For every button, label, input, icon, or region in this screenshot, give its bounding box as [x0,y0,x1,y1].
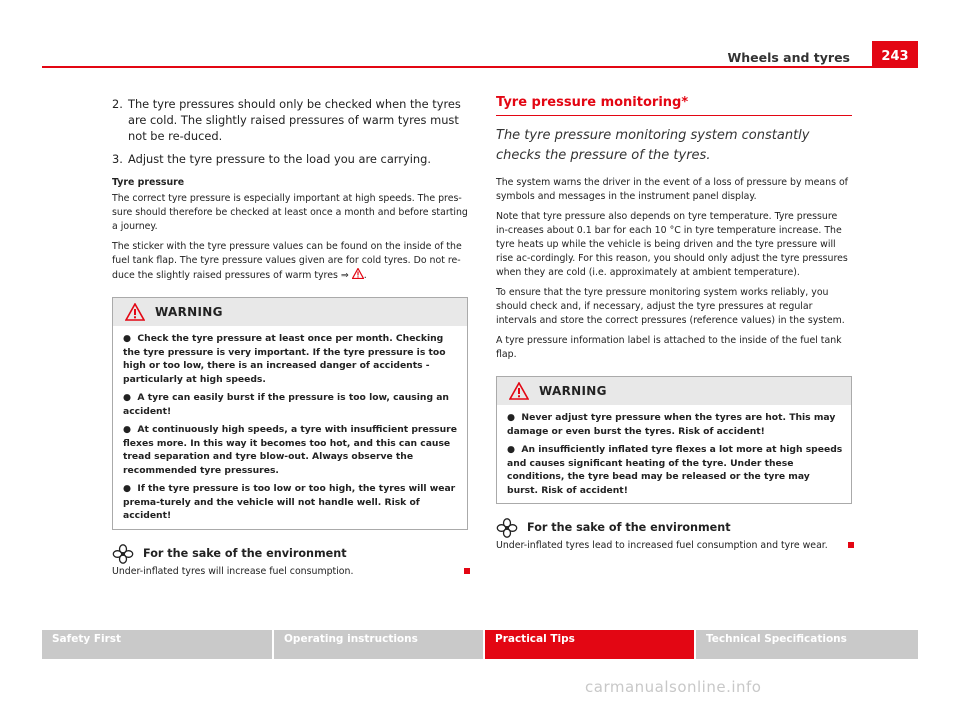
warning-title: WARNING [539,384,607,398]
warning-item: ● Check the tyre pressure at least once per month. Checking the tyre pressure is very important. If the tyre pressure is too high or too low, there is an increased danger of accidents - particularly at high speeds. [123,333,446,385]
subheading-tyre-pressure: Tyre pressure [112,177,185,188]
left-column [112,96,468,579]
step-item [112,96,468,144]
paragraph: Note that tyre pressure also depends on tyre temperature. Tyre pressure in-creases about 0.1 bar for each 10 °C in tyre temperature increase. The tyre heats up while the vehicle is being driven and the tyre pressure will rise ac-cordingly. For this reason, you should only adjust the tyre pressures when they are cold (i.e. approximately at ambient temperature). [496,211,848,278]
warning-item-text: An insufficiently inflated tyre flexes a lot more at high speeds and causes significant heating of the tyre. Under these conditions, the tyre bead may be released or the tyre may burst. Risk of accident! [507,444,843,496]
warning-title: WARNING [155,305,223,319]
warning-item-text: Never adjust tyre pressure when the tyres are hot. This may damage or even burst the tyres. Risk of accident! [507,412,836,437]
warning-item-text: At continuously high speeds, a tyre with insufficient pressure flexes more. In this way it becomes too hot, and this can cause tread separation and tyre blow-out. Always observe the recommended tyre pressures. [123,424,457,476]
warning-item-text: A tyre can easily burst if the pressure is too low, causing an accident! [123,392,449,417]
footer-tab-technical-specifications[interactable]: Technical Specifications [696,630,918,659]
header-rule [42,66,918,68]
paragraph-text: The sticker with the tyre pressure values can be found on the inside of the fuel tank flap. The tyre pressure values given are for cold tyres. Do not re-duce the slightly raised pressures of warm tyres ⇒ [112,241,462,281]
paragraph: The system warns the driver in the event of a loss of pressure by means of symbols and messages in the instrument panel display. [496,177,848,202]
warning-item: ● At continuously high speeds, a tyre with insufficient pressure flexes more. In this way it becomes too hot, and this can cause tread separation and tyre blow-out. Always observe the recommended tyre pressures. [123,424,457,476]
environment-text-content: Under-inflated tyres will increase fuel consumption. [112,565,354,577]
environment-text [112,565,468,579]
environment-title: For the sake of the environment [143,546,347,560]
environment-flower-icon [112,544,134,564]
running-header-title: Wheels and tyres [727,50,850,65]
paragraph: A tyre pressure information label is attached to the inside of the fuel tank flap. [496,335,842,360]
warning-body [113,326,467,529]
warning-body [497,405,851,503]
environment-text [496,539,852,553]
section-end-marker [848,542,854,548]
section-title: Tyre pressure monitoring* [496,96,852,116]
environment-title: For the sake of the environment [527,521,731,534]
warning-item: ● An insufficiently inflated tyre flexes a lot more at high speeds and causes significant heating of the tyre. Under these conditions, the tyre bead may be released or the tyre may burst. Risk of accident! [507,444,843,496]
environment-header [112,544,468,564]
warning-header [113,298,467,326]
right-column [496,96,852,553]
watermark: carmanualsonline.info [585,678,762,696]
warning-item: ● If the tyre pressure is too low or too high, the tyres will wear prema-turely and the vehicle will not handle well. Risk of accident! [123,483,456,521]
environment-flower-icon [496,518,518,538]
footer-nav [42,630,918,659]
warning-item: ● A tyre can easily burst if the pressure is too low, causing an accident! [123,392,449,417]
paragraph: The correct tyre pressure is especially important at high speeds. The pres-sure should therefore be checked at least once a month and before starting a journey. [112,193,468,232]
warning-triangle-icon [509,382,529,400]
warning-item-text: Check the tyre pressure at least once per month. Checking the tyre pressure is very important. If the tyre pressure is too high or too low, there is an increased danger of accidents - particularly at high speeds. [123,333,446,385]
step-number: 3. [112,152,123,166]
paragraph-with-link: The sticker with the tyre pressure values can be found on the inside of the fuel tank flap. The tyre pressure values given are for cold tyres. Do not re-duce the slightly raised pressures of warm tyres ⇒ . [112,241,462,281]
warning-item-text: If the tyre pressure is too low or too high, the tyres will wear prema-turely and the vehicle will not handle well. Risk of accident! [123,483,456,521]
warning-box [496,376,852,504]
step-item [112,151,468,167]
footer-tab-operating-instructions[interactable]: Operating instructions [274,630,483,659]
environment-header [496,518,852,538]
warning-reference-icon[interactable] [352,268,364,279]
footer-tab-safety-first[interactable]: Safety First [42,630,272,659]
lead-text: The tyre pressure monitoring system constantly checks the pressure of the tyres. [496,128,810,163]
section-end-marker [464,568,470,574]
warning-box [112,297,468,530]
warning-header [497,377,851,405]
warning-triangle-icon [125,303,145,321]
warning-item: ● Never adjust tyre pressure when the tyres are hot. This may damage or even burst the tyres. Risk of accident! [507,412,836,437]
paragraph: To ensure that the tyre pressure monitoring system works reliably, you should check and, if necessary, adjust the tyre pressures at regular intervals and store the correct pressures (reference values) in the system. [496,287,845,326]
environment-text-content: Under-inflated tyres lead to increased fuel consumption and tyre wear. [496,540,828,551]
step-text: Adjust the tyre pressure to the load you are carrying. [128,152,431,166]
step-text: The tyre pressures should only be checked when the tyres are cold. The slightly raised pressures of warm tyres must not be re-duced. [128,97,461,143]
footer-tab-practical-tips[interactable]: Practical Tips [485,630,694,659]
step-number: 2. [112,97,123,111]
page-number: 243 [872,41,918,68]
step-list [112,96,468,167]
